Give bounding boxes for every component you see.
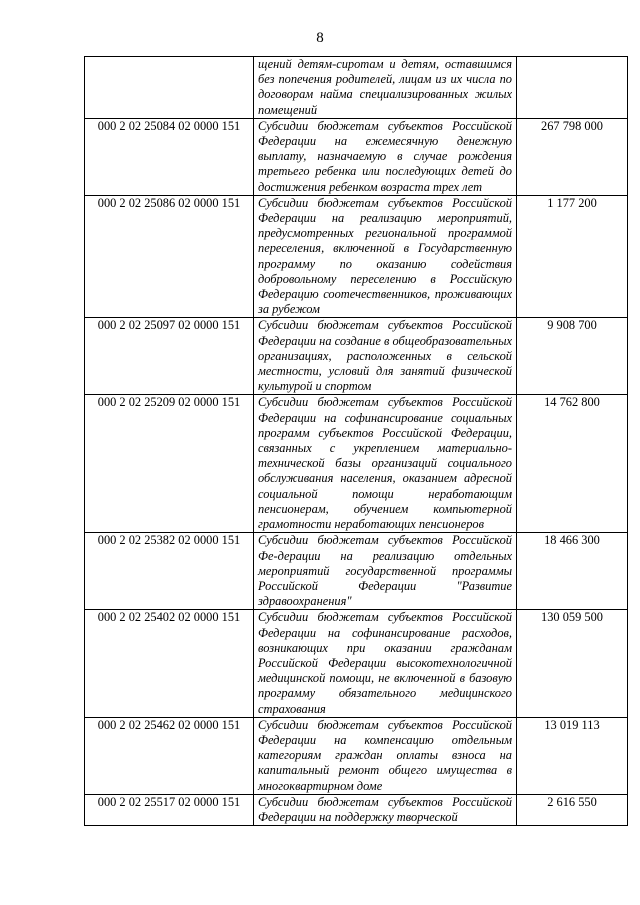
amount-cell: 18 466 300 xyxy=(517,533,628,610)
budget-code-cell xyxy=(85,57,254,119)
table-row xyxy=(85,395,628,533)
amount-cell: 9 908 700 xyxy=(517,318,628,395)
budget-code-cell: 000 2 02 25084 02 0000 151 xyxy=(85,118,254,195)
table-row xyxy=(85,118,628,195)
amount-cell xyxy=(517,57,628,119)
amount-cell: 14 762 800 xyxy=(517,395,628,533)
budget-table xyxy=(84,56,628,826)
table-row xyxy=(85,794,628,825)
description-cell: Субсидии бюджетам субъектов Российской Федерации на компенсацию отдельным категориям граждан оплаты взноса на капитальный ремонт общего имущества в многоквартирном доме xyxy=(254,717,517,794)
budget-code-cell: 000 2 02 25462 02 0000 151 xyxy=(85,717,254,794)
amount-cell: 1 177 200 xyxy=(517,195,628,318)
table-row xyxy=(85,57,628,119)
description-cell: Субсидии бюджетам субъектов Российской Федерации на софинансирование социальных программ субъектов Российской Федерации, связанных с укреплением материально-технической базы организаций социального обслуживания населения, оказанием адресной социальной помощи неработающим пенсионерам, обучением компьютерной грамотности неработающих пенсионеров xyxy=(254,395,517,533)
description-cell: щений детям-сиротам и детям, оставшимся без попечения родителей, лицам из их числа по договорам найма специализированных жилых помещений xyxy=(254,57,517,119)
amount-cell: 267 798 000 xyxy=(517,118,628,195)
table-row xyxy=(85,610,628,717)
budget-code-cell: 000 2 02 25086 02 0000 151 xyxy=(85,195,254,318)
amount-cell: 130 059 500 xyxy=(517,610,628,717)
budget-code-cell: 000 2 02 25209 02 0000 151 xyxy=(85,395,254,533)
budget-code-cell: 000 2 02 25402 02 0000 151 xyxy=(85,610,254,717)
description-cell: Субсидии бюджетам субъектов Российской Федерации на ежемесячную денежную выплату, назначаемую в случае рождения третьего ребенка или последующих детей до достижения ребенком возраста трех лет xyxy=(254,118,517,195)
amount-cell: 13 019 113 xyxy=(517,717,628,794)
budget-code-cell: 000 2 02 25517 02 0000 151 xyxy=(85,794,254,825)
description-cell: Субсидии бюджетам субъектов Российской Фе-дерации на реализацию отдельных мероприятий государственной программы Российской Федерации "Развитие здравоохранения" xyxy=(254,533,517,610)
page-number: 8 xyxy=(316,30,324,46)
table-row xyxy=(85,195,628,318)
table-row xyxy=(85,533,628,610)
budget-code-cell: 000 2 02 25097 02 0000 151 xyxy=(85,318,254,395)
description-cell: Субсидии бюджетам субъектов Российской Федерации на поддержку творческой xyxy=(254,794,517,825)
description-cell: Субсидии бюджетам субъектов Российской Федерации на создание в общеобразовательных организациях, расположенных в сельской местности, условий для занятий физической культурой и спортом xyxy=(254,318,517,395)
description-cell: Субсидии бюджетам субъектов Российской Федерации на реализацию мероприятий, предусмотренных региональной программой переселения, включенной в Государственную программу по оказанию содействия добровольному переселению в Российскую Федерацию соотечественников, проживающих за рубежом xyxy=(254,195,517,318)
description-cell: Субсидии бюджетам субъектов Российской Федерации на софинансирование расходов, возникающих при оказании гражданам Российской Федерации высокотехнологичной медицинской помощи, не включенной в базовую программу обязательного медицинского страхования xyxy=(254,610,517,717)
amount-cell: 2 616 550 xyxy=(517,794,628,825)
table-row xyxy=(85,717,628,794)
table-row xyxy=(85,318,628,395)
budget-code-cell: 000 2 02 25382 02 0000 151 xyxy=(85,533,254,610)
